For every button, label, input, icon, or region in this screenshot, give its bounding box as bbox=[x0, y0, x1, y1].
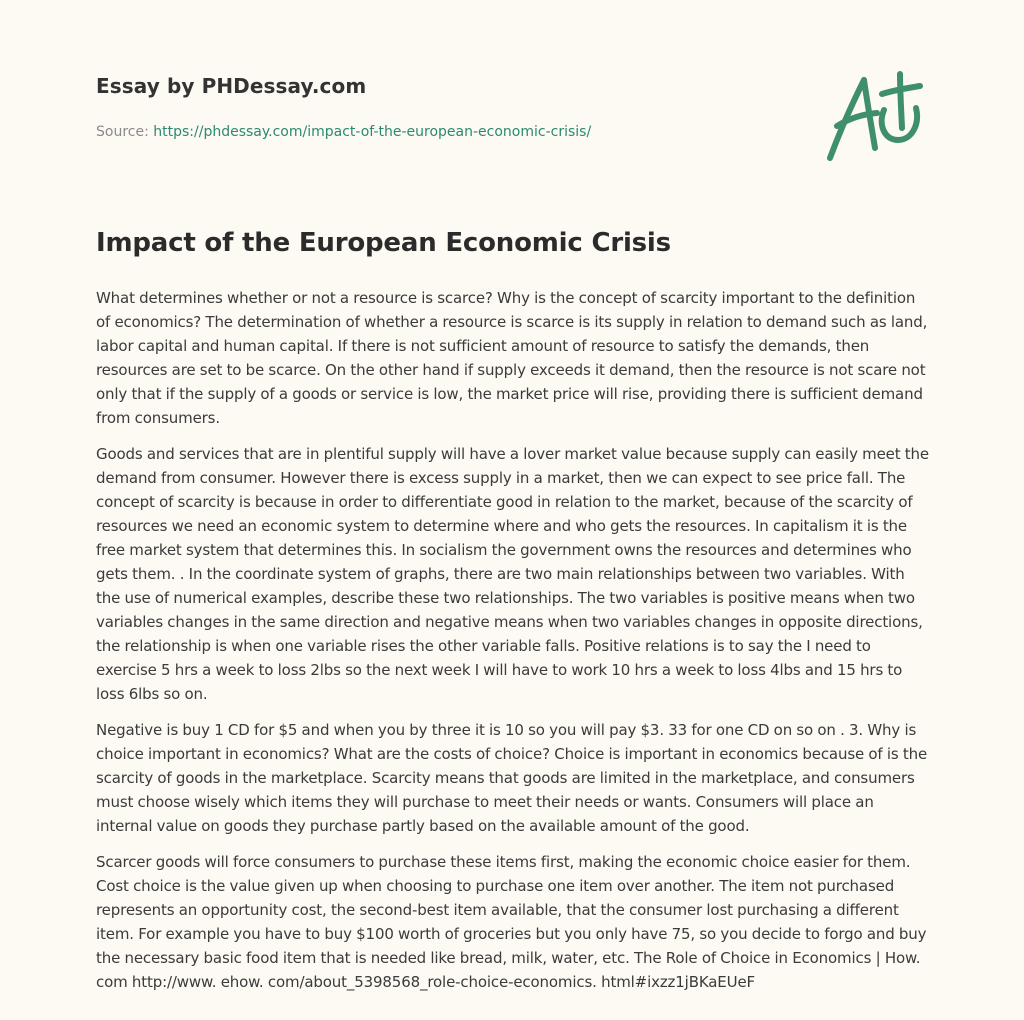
essay-paragraph: What determines whether or not a resource is scarce? Why is the concept of scarcity important to the definition of economics? The determination of whether a resource is scarce is its supply in relation to demand such as land, labor capital and human capital. If there is not sufficient amount of resource to satisfy the demands, then resources are set to be scarce. On the other hand if supply exceeds it demand, then the resource is not scare not only that if the supply of a goods or service is low, the market price will rise, providing there is sufficient demand from consumers. bbox=[96, 289, 928, 427]
source-line bbox=[96, 124, 796, 140]
page-header bbox=[96, 74, 796, 140]
essay-body bbox=[96, 286, 930, 1006]
source-label: Source: bbox=[96, 124, 154, 140]
site-brand: Essay by PHDessay.com bbox=[96, 74, 367, 98]
essay-paragraph: Goods and services that are in plentiful supply will have a lover market value because supply can easily meet the demand from consumer. However there is excess supply in a market, then we can expect to see price fall. The concept of scarcity is because in order to differentiate good in relation to the market, because of the scarcity of resources we need an economic system to determine where and who gets the resources. In capitalism it is the free market system that determines this. In socialism the government owns the resources and determines who gets them. . In the coordinate system of graphs, there are two main relationships between two variables. With the use of numerical examples, describe these two relationships. The two variables is positive means when two variables changes in the same direction and negative means when two variables changes in opposite directions, the relationship is when one variable rises the other variable falls. Positive relations is to say the I need to exercise 5 hrs a week to loss 2lbs so the next week I will have to work 10 hrs a week to loss 4lbs and 15 hrs to loss 6lbs so on. bbox=[96, 445, 929, 703]
source-link[interactable]: https://phdessay.com/impact-of-the-european-economic-crisis/ bbox=[153, 124, 592, 140]
a-plus-grade-icon bbox=[820, 66, 930, 166]
essay-paragraph: Negative is buy 1 CD for $5 and when you by three it is 10 so you will pay $3. 33 for one CD on so on . 3. Why is choice important in economics? What are the costs of choice? Choice is important in economics because of is the scarcity of goods in the marketplace. Scarcity means that goods are limited in the marketplace, and consumers must choose wisely which items they will purchase to meet their needs or wants. Consumers will place an internal value on goods they purchase partly based on the available amount of the good. bbox=[96, 721, 928, 835]
essay-title: Impact of the European Economic Crisis bbox=[96, 228, 671, 258]
essay-paragraph: Scarcer goods will force consumers to purchase these items first, making the economic choice easier for them. Cost choice is the value given up when choosing to purchase one item over another. The item not purchased represents an opportunity cost, the second-best item available, that the consumer lost purchasing a different item. For example you have to buy $100 worth of groceries but you only have 75, so you decide to forgo and buy the necessary basic food item that is needed like bread, milk, water, etc. The Role of Choice in Economics | How. com http://www. ehow. com/about_5398568_role-choice-economics. html#ixzz1jBKaEUeF bbox=[96, 853, 927, 991]
